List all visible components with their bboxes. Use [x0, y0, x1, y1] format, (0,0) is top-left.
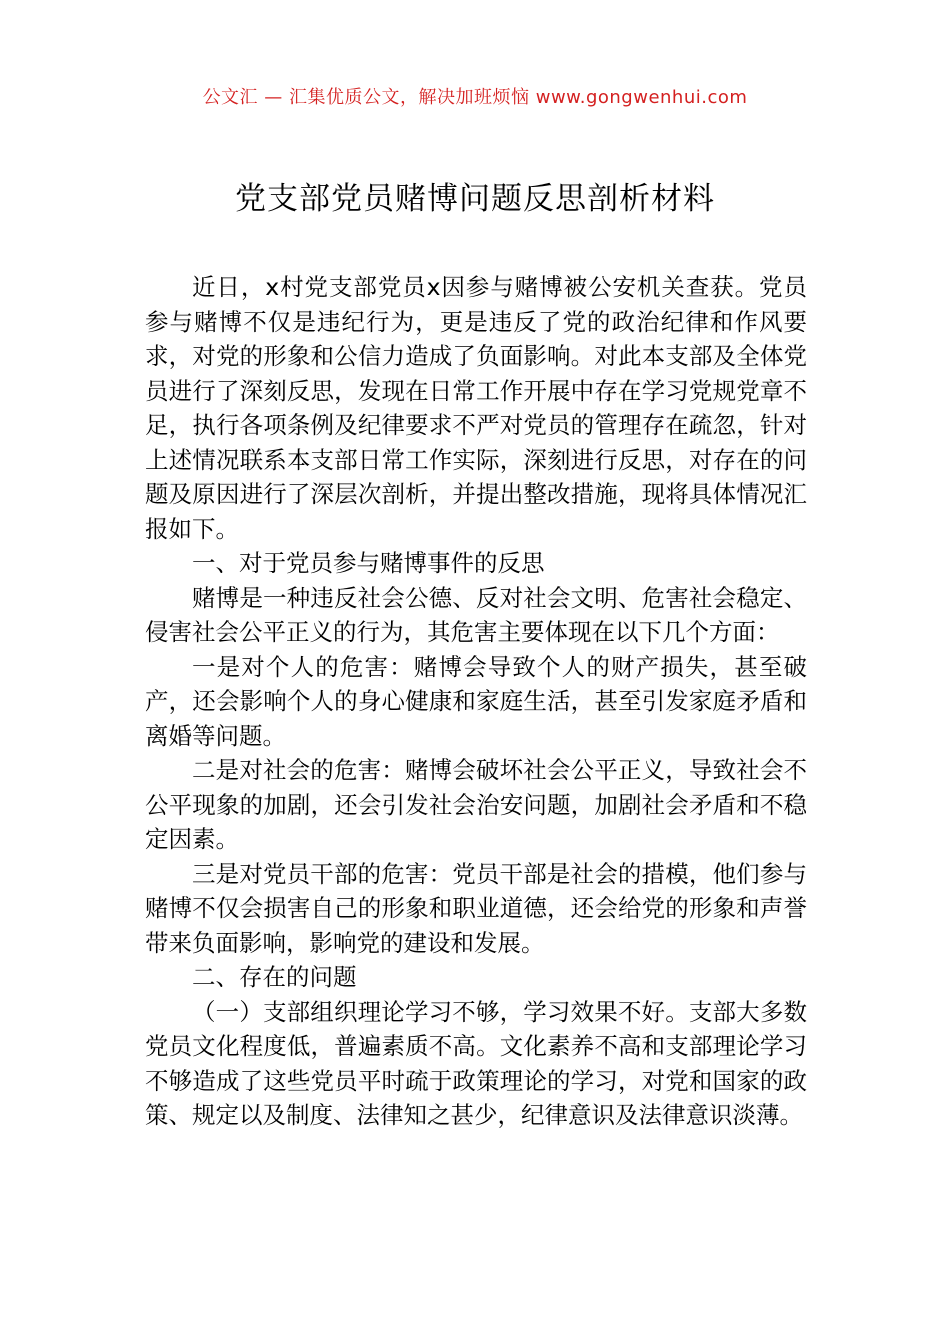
watermark-header: 公文汇 — 汇集优质公文，解决加班烦恼 www.gongwenhui.com [202, 87, 748, 108]
section-heading-1: 一、对于党员参与赌博事件的反思 [192, 549, 545, 577]
paragraph-harm-society: 二是对社会的危害：赌博会破坏社会公平正义，导致社会不公平现象的加剧，还会引发社会治安问题，加剧社会矛盾和不稳定因素。 [145, 756, 807, 853]
paragraph-problem-1: （一）支部组织理论学习不够，学习效果不好。支部大多数党员文化程度低，普遍素质不高。文化素养不高和支部理论学习不够造成了这些党员平时疏于政策理论的学习，对党和国家的政策、规定以及制度、法律知之甚少，纪律意识及法律意识淡薄。 [145, 997, 807, 1129]
paragraph-gambling-harms: 赌博是一种违反社会公德、反对社会文明、危害社会稳定、侵害社会公平正义的行为，其危害主要体现在以下几个方面： [145, 583, 807, 646]
document-body [145, 270, 807, 1133]
paragraph-intro: 近日，x村党支部党员x因参与赌博被公安机关查获。党员参与赌博不仅是违纪行为，更是违反了党的政治纪律和作风要求，对党的形象和公信力造成了负面影响。对此本支部及全体党员进行了深刻反思，发现在日常工作开展中存在学习党规党章不足，执行各项条例及纪律要求不严对党员的管理存在疏忽，针对上述情况联系本支部日常工作实际，深刻进行反思，对存在的问题及原因进行了深层次剖析，并提出整改措施，现将具体情况汇报如下。 [145, 273, 807, 543]
section-heading-2: 二、存在的问题 [192, 963, 357, 991]
paragraph-harm-cadres: 三是对党员干部的危害：党员干部是社会的措模，他们参与赌博不仅会损害自己的形象和职业道德，还会给党的形象和声誉带来负面影响，影响党的建设和发展。 [145, 859, 807, 957]
paragraph-harm-individual: 一是对个人的危害：赌博会导致个人的财产损失，甚至破产，还会影响个人的身心健康和家庭生活，甚至引发家庭矛盾和离婚等问题。 [145, 652, 807, 750]
document-title: 党支部党员赌博问题反思剖析材料 [235, 181, 715, 217]
